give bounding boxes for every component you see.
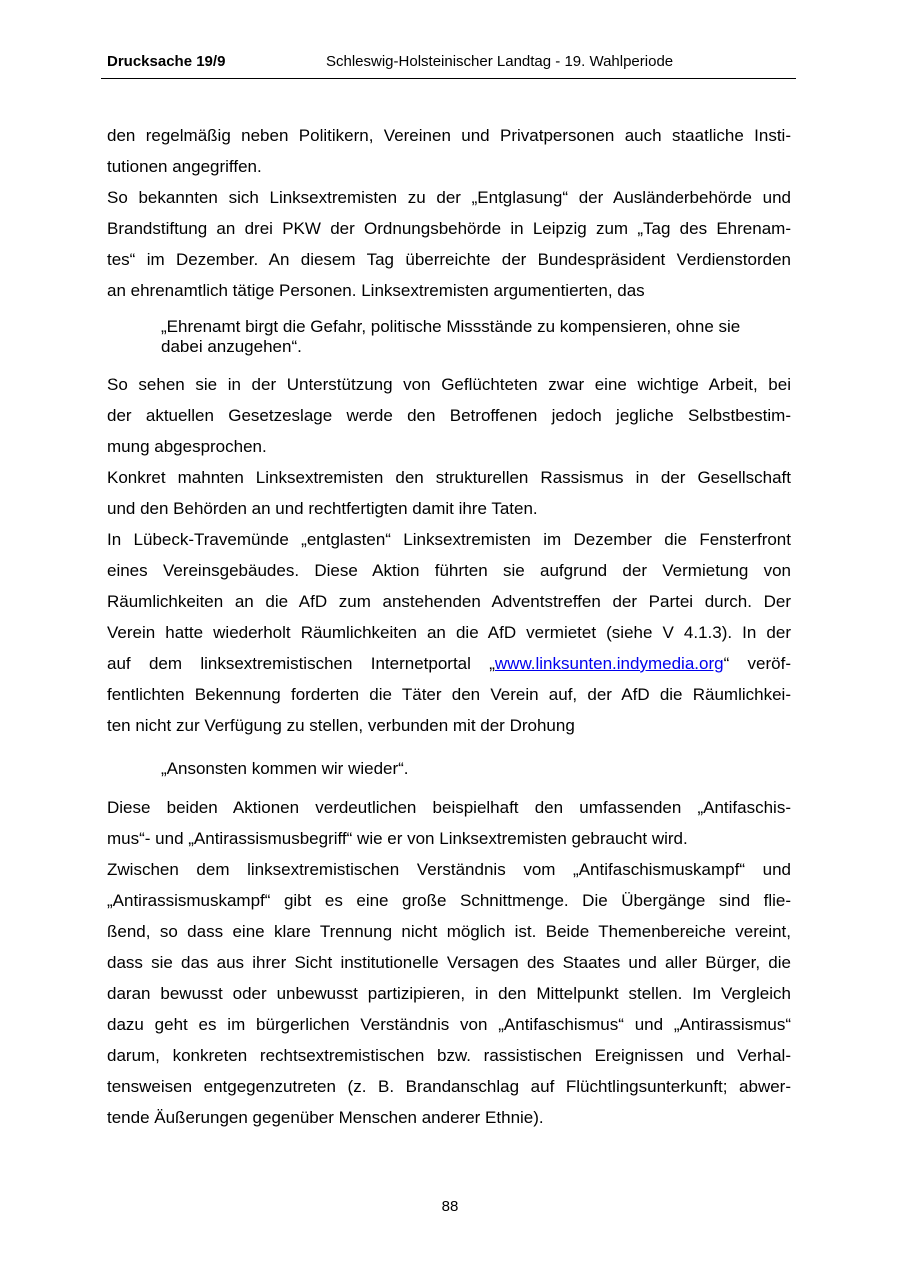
text-line: In Lübeck-Travemünde „entglasten“ Linksextremisten im Dezember die Fensterfront bbox=[107, 530, 791, 549]
text-line: tende Äußerungen gegenüber Menschen anderer Ethnie). bbox=[107, 1108, 544, 1127]
text-line: an ehrenamtlich tätige Personen. Linksextremisten argumentierten, das bbox=[107, 281, 645, 300]
text-line: So bekannten sich Linksextremisten zu der „Entglasung“ der Ausländerbehörde und bbox=[107, 188, 791, 207]
text-line: daran bewusst oder unbewusst partizipieren, in den Mittelpunkt stellen. Im Vergleich bbox=[107, 984, 791, 1003]
document-number: Drucksache 19/9 bbox=[107, 53, 226, 70]
paragraph-7 bbox=[107, 854, 791, 1133]
text-line: dass sie das aus ihrer Sicht institutionelle Versagen des Staates und aller Bürger, die bbox=[107, 953, 791, 972]
text-line: eines Vereinsgebäudes. Diese Aktion führten sie aufgrund der Vermietung von bbox=[107, 561, 791, 580]
text-line: Konkret mahnten Linksextremisten den strukturellen Rassismus in der Gesellschaft bbox=[107, 468, 791, 487]
indymedia-link[interactable]: www.linksunten.indymedia.org bbox=[494, 654, 724, 673]
text-line: fentlichten Bekennung forderten die Täter den Verein auf, der AfD die Räumlichkei- bbox=[107, 685, 791, 704]
text-line: darum, konkreten rechtsextremistischen bzw. rassistischen Ereignissen und Verhal- bbox=[107, 1046, 791, 1065]
text-line: tensweisen entgegenzutreten (z. B. Brandanschlag auf Flüchtlingsunterkunft; abwer- bbox=[107, 1077, 791, 1096]
document-body bbox=[107, 120, 791, 1133]
block-quote-1 bbox=[161, 317, 791, 357]
text-line: dazu geht es im bürgerlichen Verständnis von „Antifaschismus“ und „Antirassismus“ bbox=[107, 1015, 791, 1034]
paragraph-3 bbox=[107, 369, 791, 462]
text-line: mung abgesprochen. bbox=[107, 437, 267, 456]
text-line: den regelmäßig neben Politikern, Vereinen und Privatpersonen auch staatliche Insti- bbox=[107, 126, 791, 145]
text-line: tes“ im Dezember. An diesem Tag überreichte der Bundespräsident Verdienstorden bbox=[107, 250, 791, 269]
quote-line: „Ehrenamt birgt die Gefahr, politische Missstände zu kompensieren, ohne sie bbox=[161, 317, 741, 336]
text-line: mus“- und „Antirassismusbegriff“ wie er von Linksextremisten gebraucht wird. bbox=[107, 829, 688, 848]
text-line: „Antirassismuskampf“ gibt es eine große Schnittmenge. Die Übergänge sind flie- bbox=[107, 891, 791, 910]
paragraph-2 bbox=[107, 182, 791, 306]
quote-line: „Ansonsten kommen wir wieder“. bbox=[161, 759, 409, 778]
text-line: ßend, so dass eine klare Trennung nicht möglich ist. Beide Themenbereiche vereint, bbox=[107, 922, 791, 941]
page-number: 88 bbox=[441, 1198, 459, 1215]
text-line: Diese beiden Aktionen verdeutlichen beispielhaft den umfassenden „Antifaschis- bbox=[107, 798, 791, 817]
text-line: So sehen sie in der Unterstützung von Geflüchteten zwar eine wichtige Arbeit, bei bbox=[107, 375, 791, 394]
link-suffix: “ veröf- bbox=[723, 654, 791, 673]
text-line: tutionen angegriffen. bbox=[107, 157, 262, 176]
text-line: Verein hatte wiederholt Räumlichkeiten an die AfD vermietet (siehe V 4.1.3). In der bbox=[107, 623, 791, 642]
text-line: Brandstiftung an drei PKW der Ordnungsbehörde in Leipzig zum „Tag des Ehrenam- bbox=[107, 219, 791, 238]
text-line: der aktuellen Gesetzeslage werde den Betroffenen jedoch jegliche Selbstbestim- bbox=[107, 406, 791, 425]
link-prefix: auf dem linksextremistischen Internetportal „ bbox=[107, 654, 495, 673]
text-line: und den Behörden an und rechtfertigten damit ihre Taten. bbox=[107, 499, 538, 518]
text-line: ten nicht zur Verfügung zu stellen, verbunden mit der Drohung bbox=[107, 716, 575, 735]
block-quote-2 bbox=[161, 759, 791, 779]
page-header bbox=[101, 52, 796, 79]
paragraph-4 bbox=[107, 462, 791, 524]
text-line-with-link bbox=[107, 648, 791, 679]
header-title: Schleswig-Holsteinischer Landtag - 19. Wahlperiode bbox=[326, 53, 674, 70]
text-line: Räumlichkeiten an die AfD zum anstehenden Adventstreffen der Partei durch. Der bbox=[107, 592, 791, 611]
paragraph-1 bbox=[107, 120, 791, 182]
paragraph-5 bbox=[107, 524, 791, 741]
paragraph-6 bbox=[107, 792, 791, 854]
text-line: Zwischen dem linksextremistischen Verständnis vom „Antifaschismuskampf“ und bbox=[107, 860, 791, 879]
quote-line: dabei anzugehen“. bbox=[161, 337, 302, 356]
